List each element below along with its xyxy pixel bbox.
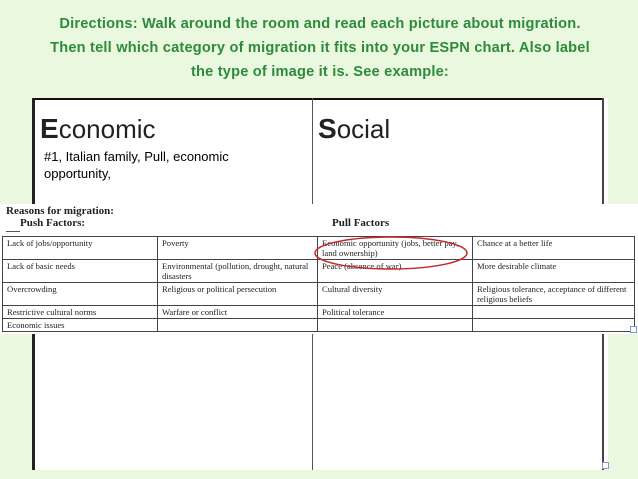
social-heading-rest: ocial [336,114,391,144]
directions-text: Directions: Walk around the room and read each picture about migration. Then tell which category of migration it fits into your ESPN chart. Also label the type of image it is. See example: [50,16,590,80]
highlight-circle [312,234,470,272]
table-cell: Chance at a better life [473,237,635,260]
table-cell: Lack of jobs/opportunity [3,237,158,260]
example-note: #1, Italian family, Pull, economic opportunity, [44,149,229,181]
table-row [3,306,635,319]
table-cell: Political tolerance [318,306,473,319]
table-cell: Poverty [158,237,318,260]
table-cell: Cultural diversity [318,283,473,306]
table-row [3,319,635,332]
resize-handle[interactable] [602,462,609,469]
social-heading-initial: S [318,113,337,144]
table-cell: Peace (absence of war) [318,260,473,283]
table-cell: More desirable climate [473,260,635,283]
table-cell: Overcrowding [3,283,158,306]
push-underline [6,231,20,232]
table-cell [473,319,635,332]
economic-heading-rest: conomic [58,114,156,144]
economic-heading-initial: E [40,113,59,144]
resize-handle[interactable] [630,326,637,333]
table-cell [158,319,318,332]
table-cell [473,306,635,319]
table-row [3,283,635,306]
table-cell: Religious tolerance, acceptance of different religious beliefs [473,283,635,306]
table-cell: Economic issues [3,319,158,332]
pull-factors-title: Pull Factors [332,217,390,229]
migration-factors-panel [0,204,638,334]
highlight-ellipse-shape [315,237,467,269]
push-factors-title: Push Factors: [20,217,86,229]
table-cell [318,319,473,332]
table-cell: Religious or political persecution [158,283,318,306]
table-cell: Warfare or conflict [158,306,318,319]
economic-heading [40,113,156,145]
chart-top-border [32,98,602,100]
table-cell: Economic opportunity (jobs, better pay, land ownership) [318,237,473,260]
table-cell: Restrictive cultural norms [3,306,158,319]
table-cell: Environmental (pollution, drought, natural disasters [158,260,318,283]
reasons-title: Reasons for migration: [6,205,114,217]
table-cell: Lack of basic needs [3,260,158,283]
social-heading [318,113,390,145]
